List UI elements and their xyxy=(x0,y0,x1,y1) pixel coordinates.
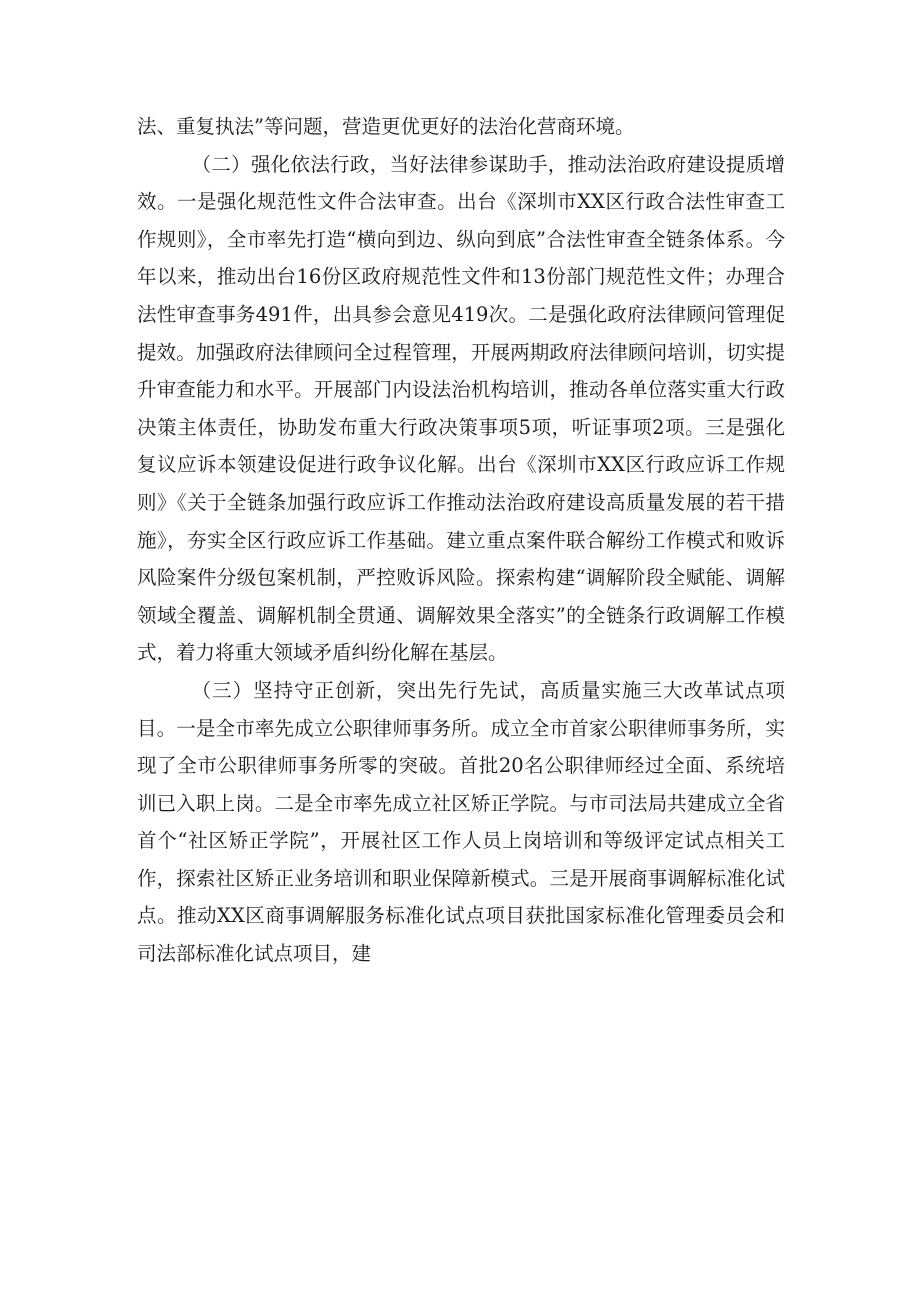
paragraph-continuation: 法、重复执法”等问题，营造更优更好的法治化营商环境。 xyxy=(137,115,635,138)
paragraph-section-three: （三）坚持守正创新，突出先行先试，高质量实施三大改革试点项目。一是全市率先成立公职律师事务所。成立全市首家公职律师事务所，实现了全市公职律师事务所零的突破。首批20名公职律师经过全面、系统培训已入职上岗。二是全市率先成立社区矫正学院。与市司法局共建成立全省首个“社区矫正学院”，开展社区工作人员上岗培训和等级评定试点相关工作，探索社区矫正业务培训和职业保障新模式。三是开展商事调解标准化试点。推动XX区商事调解服务标准化试点项目获批国家标准化管理委员会和司法部标准化试点项目，建 xyxy=(137,678,785,966)
paragraph-section-two: （二）强化依法行政，当好法律参谋助手，推动法治政府建设提质增效。一是强化规范性文件合法审查。出台《深圳市XX区行政合法性审查工作规则》，全市率先打造“横向到边、纵向到底”合法性审查全链条体系。今年以来，推动出台16份区政府规范性文件和13份部门规范性文件；办理合法性审查事务491件，出具参会意见419次。二是强化政府法律顾问管理促提效。加强政府法律顾问全过程管理，开展两期政府法律顾问培训，切实提升审查能力和水平。开展部门内设法治机构培训，推动各单位落实重大行政决策主体责任，协助发布重大行政决策事项5项，听证事项2项。三是强化复议应诉本领建设促进行政争议化解。出台《深圳市XX区行政应诉工作规则》《关于全链条加强行政应诉工作推动法治政府建设高质量发展的若干措施》，夯实全区行政应诉工作基础。建立重点案件联合解纷工作模式和败诉风险案件分级包案机制，严控败诉风险。探索构建“调解阶段全赋能、调解领域全覆盖、调解机制全贯通、调解效果全落实”的全链条行政调解工作模式，着力将重大领域矛盾纠纷化解在基层。 xyxy=(137,152,785,665)
document-body xyxy=(137,108,785,973)
